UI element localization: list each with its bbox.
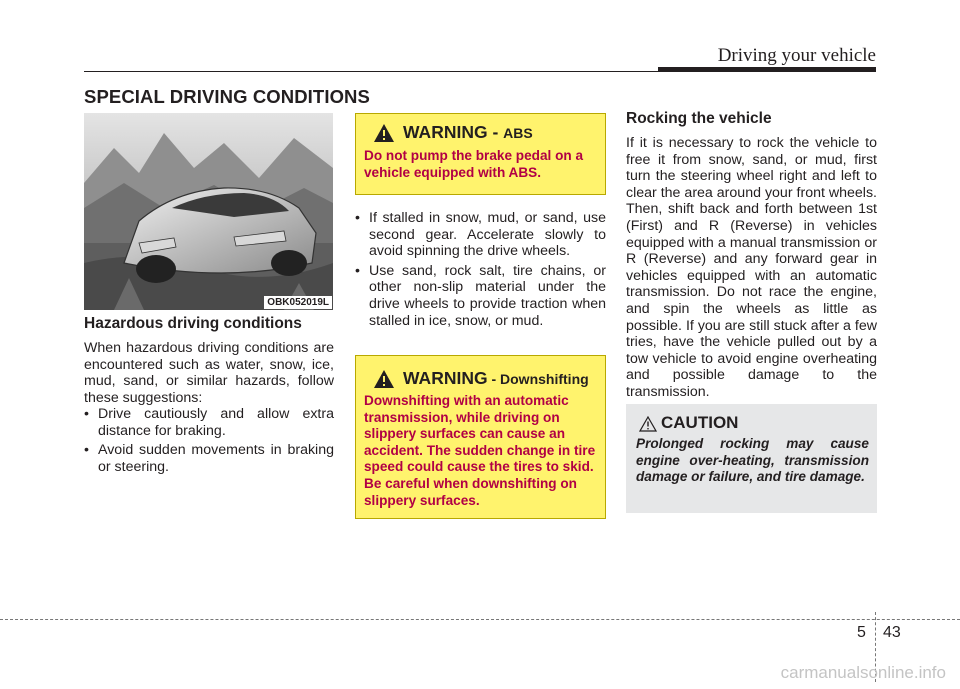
hazardous-heading: Hazardous driving conditions bbox=[84, 315, 302, 332]
footer-rule bbox=[0, 619, 960, 620]
warning-abs-box bbox=[355, 113, 606, 195]
rocking-body: If it is necessary to rock the vehicle to free it from snow, sand, or mud, first turn the steering wheel right and left to clear the area around your front wheels. Then, shift back and forth between 1st (First) and R (Reverse) in vehicles equipped with a manual transmission or R (Reverse) and any forward gear in vehicles equipped with an automatic transmission. Do not race the engine, and spin the wheels as little as possible. If you are still stuck after a few tries, have the vehicle pulled out by a tow vehicle to avoid engine overheating and possible damage to the transmission. bbox=[626, 135, 877, 400]
hazardous-intro: When hazardous driving conditions are encountered such as water, snow, ice, mud, sand, or similar hazards, follow these suggestions: bbox=[84, 340, 334, 406]
warning-abs-body: Do not pump the brake pedal on a vehicle equipped with ABS. bbox=[364, 148, 584, 180]
header-bar bbox=[658, 67, 876, 72]
page-number: 43 bbox=[883, 624, 901, 641]
caution-body: Prolonged rocking may cause engine over-heating, transmission damage or failure, and tire damage. bbox=[636, 436, 869, 485]
chapter-number: 5 bbox=[857, 624, 866, 641]
image-code-label: OBK052019L bbox=[264, 296, 332, 309]
warning-downshift-title-main: WARNING bbox=[403, 368, 488, 388]
list-item: • Avoid sudden movements in braking or steering. bbox=[84, 442, 334, 475]
stalled-list bbox=[355, 210, 606, 332]
car-in-mud-drawing bbox=[84, 113, 333, 310]
page-header-title: Driving your vehicle bbox=[717, 45, 876, 66]
watermark-text: carmanualsonline.info bbox=[780, 663, 946, 682]
caution-box bbox=[626, 404, 877, 513]
rocking-heading: Rocking the vehicle bbox=[626, 110, 772, 127]
warning-abs-title bbox=[403, 122, 533, 143]
caution-triangle-icon bbox=[639, 416, 657, 432]
warning-triangle-icon bbox=[373, 369, 395, 389]
warning-abs-title-main: WARNING - bbox=[403, 122, 504, 142]
list-item: • Use sand, rock salt, tire chains, or other non-slip material under the drive wheels to provide traction when stalled in ice, snow, or mud. bbox=[355, 263, 606, 329]
section-title: SPECIAL DRIVING CONDITIONS bbox=[84, 86, 370, 107]
car-illustration bbox=[84, 113, 333, 310]
warning-downshift-title bbox=[403, 368, 589, 389]
warning-downshift-subtitle: - Downshifting bbox=[487, 371, 589, 387]
list-item: • If stalled in snow, mud, or sand, use second gear. Accelerate slowly to avoid spinning the drive wheels. bbox=[355, 210, 606, 260]
hazardous-list bbox=[84, 406, 334, 478]
caution-title: CAUTION bbox=[661, 413, 739, 432]
warning-triangle-icon bbox=[373, 123, 395, 143]
warning-downshift-body: Downshifting with an automatic transmission, while driving on slippery surfaces can cause an accident. The sudden change in tire speed could cause the tires to skid. Be careful when downshifting on slippery surfaces. bbox=[364, 393, 596, 508]
list-item: • Drive cautiously and allow extra distance for braking. bbox=[84, 406, 334, 439]
warning-abs-subtitle: ABS bbox=[503, 125, 533, 141]
warning-downshift-box bbox=[355, 355, 606, 519]
